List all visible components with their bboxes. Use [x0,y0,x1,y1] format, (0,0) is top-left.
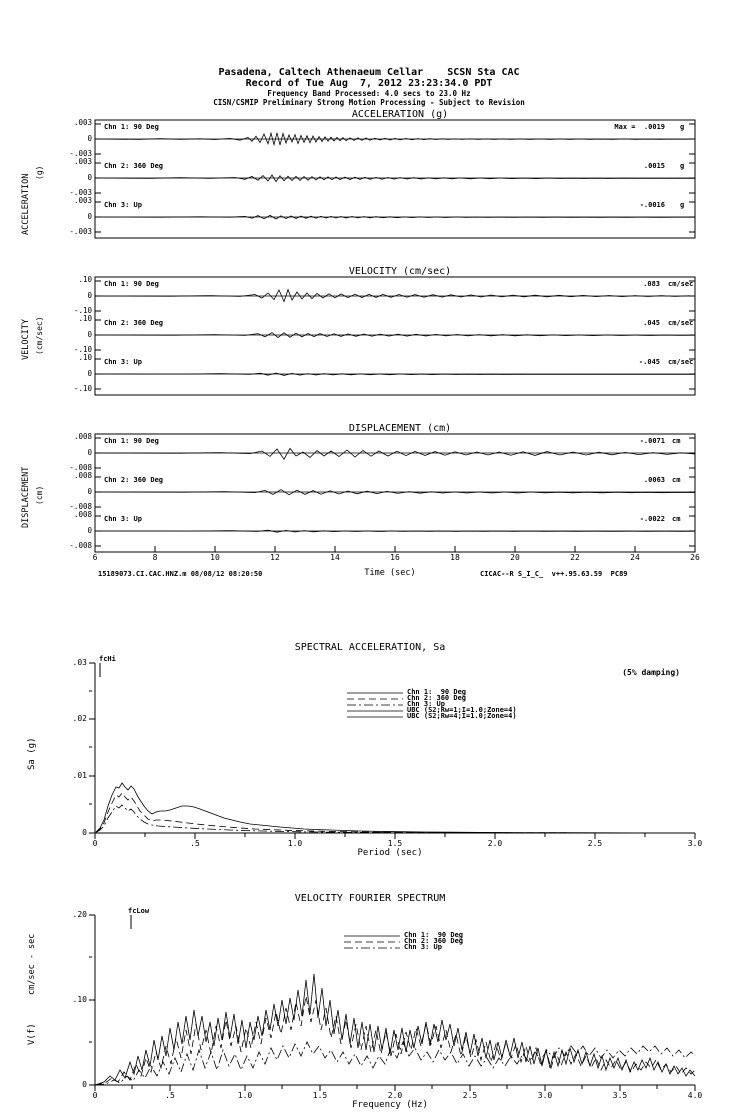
acceleration-ymin-2: -.003 [69,188,92,197]
acceleration-ymin-1: -.003 [69,149,92,158]
sa-xtick-6: 3.0 [687,839,703,848]
sa-legend-item-2: Chn 2: 360 Deg [407,694,467,702]
time-tick-2: 10 [210,553,220,562]
time-tick-9: 24 [630,553,640,562]
sa-ytick-2: .02 [72,714,87,723]
displacement-ymax-1: .008 [73,432,92,441]
sa-legend-item-3: Chn 3: Up [407,700,445,708]
acceleration-ymax-1: .003 [73,118,92,127]
time-tick-4: 14 [330,553,340,562]
sa-damping-label: (5% damping) [622,668,680,677]
acceleration-ymin-3: -.003 [69,227,92,236]
acceleration-channel-3-label: Chn 3: Up [104,201,142,209]
acceleration-channel-2-peak: .0015 [643,162,665,170]
time-tick-5: 16 [390,553,400,562]
acceleration-axis-units: (g) [35,165,44,180]
time-tick-3: 12 [270,553,280,562]
sa-legend-item-5: UBC (S2;Rw=4;I=1.0;Zone=4) [407,712,517,720]
velocity-channel-1-unit: cm/sec [668,280,694,288]
footer-left: 15189073.CI.CAC.HNZ.m 08/08/12 08:20:50 [98,570,263,578]
velocity-yzero-3: 0 [87,369,92,378]
sa-xtick-4: 2.0 [487,839,503,848]
time-tick-10: 26 [690,553,700,562]
time-tick-0: 6 [92,553,98,562]
fourier-xtick-7: 3.5 [612,1091,628,1100]
velocity-ymin-2: -.10 [73,345,92,354]
displacement-axis-label: DISPLACEMENT [21,466,31,528]
acceleration-ymax-2: .003 [73,157,92,166]
displacement-yzero-2: 0 [87,487,92,496]
sa-xlabel: Period (sec) [357,848,423,858]
displacement-ymax-2: .008 [73,471,92,480]
velocity-ymax-2: .10 [78,314,92,323]
sa-xtick-1: .5 [190,839,200,848]
displacement-yzero-1: 0 [87,448,92,457]
displacement-channel-3-unit: cm [672,515,681,523]
sa-fchi-marker-label: fcHi [99,655,116,663]
velocity-channel-3-label: Chn 3: Up [104,358,142,366]
displacement-channel-2-peak: .0063 [643,476,665,484]
velocity-yzero-1: 0 [87,291,92,300]
velocity-title: VELOCITY (cm/sec) [348,266,452,277]
acceleration-yzero-1: 0 [87,134,92,143]
fourier-fclow-marker-label: fcLow [128,907,150,915]
velocity-ymax-3: .10 [78,353,92,362]
time-tick-1: 8 [152,553,158,562]
time-tick-6: 18 [450,553,460,562]
sa-legend-item-4: UBC (S2;Rw=1;I=1.0;Zone=4) [407,706,517,714]
displacement-channel-2-label: Chn 2: 360 Deg [104,476,164,484]
sa-ytick-0: 0 [82,828,87,837]
sa-xtick-0: 0 [92,839,98,848]
time-tick-7: 20 [510,553,520,562]
fourier-legend-item-1: Chn 1: 90 Deg [404,931,464,939]
acceleration-channel-2-unit: g [680,162,685,170]
velocity-ymin-3: -.10 [73,384,92,393]
sa-title: SPECTRAL ACCELERATION, Sa [294,642,446,653]
displacement-ymax-3: .008 [73,510,92,519]
velocity-channel-1-label: Chn 1: 90 Deg [104,280,159,288]
fourier-title: VELOCITY FOURIER SPECTRUM [294,893,446,904]
fourier-xtick-3: 1.5 [312,1091,328,1100]
footer-center-axis-label: Time (sec) [364,568,416,578]
sa-legend-item-1: Chn 1: 90 Deg [407,688,467,696]
sa-xtick-3: 1.5 [387,839,403,848]
acceleration-ymax-3: .003 [73,196,92,205]
sa-xtick-2: 1.0 [287,839,303,848]
fourier-xtick-2: 1.0 [237,1091,253,1100]
velocity-yzero-2: 0 [87,330,92,339]
displacement-ymin-2: -.008 [69,502,92,511]
sa-ytick-3: .03 [72,658,87,667]
velocity-channel-2-unit: cm/sec [668,319,694,327]
acceleration-axis-label: ACCELERATION [21,173,31,235]
time-tick-8: 22 [570,553,580,562]
acceleration-yzero-3: 0 [87,212,92,221]
displacement-ymin-1: -.008 [69,463,92,472]
acceleration-yzero-2: 0 [87,173,92,182]
acceleration-channel-3-unit: g [680,201,685,209]
sa-ylabel: Sa (g) [27,737,37,770]
header-line-1: Pasadena, Caltech Athenaeum Cellar SCSN Sta CAC [218,67,520,78]
fourier-ytick-2: .20 [72,910,87,919]
fourier-xtick-1: .5 [165,1091,175,1100]
fourier-xlabel: Frequency (Hz) [352,1100,428,1110]
displacement-yzero-3: 0 [87,526,92,535]
displacement-channel-3-peak: -.0022 [639,515,665,523]
acceleration-channel-2-label: Chn 2: 360 Deg [104,162,164,170]
velocity-axis-label: VELOCITY [21,319,31,360]
velocity-channel-3-peak: -.045 [638,358,660,366]
sa-xtick-5: 2.5 [587,839,603,848]
velocity-channel-1-peak: .083 [643,280,660,288]
fourier-ylabel: V(f) [27,1023,37,1045]
fourier-xtick-8: 4.0 [687,1091,703,1100]
header-line-3: Frequency Band Processed: 4.0 secs to 23.0 Hz [267,89,471,98]
footer-right: CICAC--R S_I_C_ v++.95.63.59 PC89 [480,570,628,578]
velocity-channel-3-unit: cm/sec [668,358,694,366]
displacement-channel-3-label: Chn 3: Up [104,515,142,523]
acceleration-title: ACCELERATION (g) [351,109,449,120]
fourier-xtick-6: 3.0 [537,1091,553,1100]
displacement-channel-1-peak: -.0071 [639,437,665,445]
sa-ytick-1: .01 [72,771,87,780]
velocity-channel-2-label: Chn 2: 360 Deg [104,319,164,327]
header-line-4: CISN/CSMIP Preliminary Strong Motion Processing - Subject to Revision [213,98,525,107]
velocity-ymax-1: .10 [78,275,92,284]
header-line-2: Record of Tue Aug 7, 2012 23:23:34.0 PDT [245,78,493,89]
acceleration-channel-1-peak: Max = .0019 [614,123,665,131]
acceleration-channel-1-unit: g [680,123,685,131]
displacement-channel-1-unit: cm [672,437,681,445]
fourier-legend-item-2: Chn 2: 360 Deg [404,937,464,945]
fourier-ytick-0: 0 [82,1080,87,1089]
velocity-axis-units: (cm/sec) [35,316,44,355]
displacement-axis-units: (cm) [35,485,44,505]
displacement-channel-1-label: Chn 1: 90 Deg [104,437,159,445]
fourier-xtick-4: 2.0 [387,1091,403,1100]
fourier-legend-item-3: Chn 3: Up [404,943,442,951]
velocity-ymin-1: -.10 [73,306,92,315]
fourier-yunits: cm/sec - sec [27,933,37,995]
displacement-title: DISPLACEMENT (cm) [348,423,452,434]
fourier-xtick-0: 0 [92,1091,98,1100]
velocity-channel-2-peak: .045 [643,319,660,327]
acceleration-channel-3-peak: -.0016 [639,201,665,209]
displacement-ymin-3: -.008 [69,541,92,550]
acceleration-channel-1-label: Chn 1: 90 Deg [104,123,159,131]
displacement-channel-2-unit: cm [672,476,681,484]
fourier-ytick-1: .10 [72,995,87,1004]
fourier-xtick-5: 2.5 [462,1091,478,1100]
